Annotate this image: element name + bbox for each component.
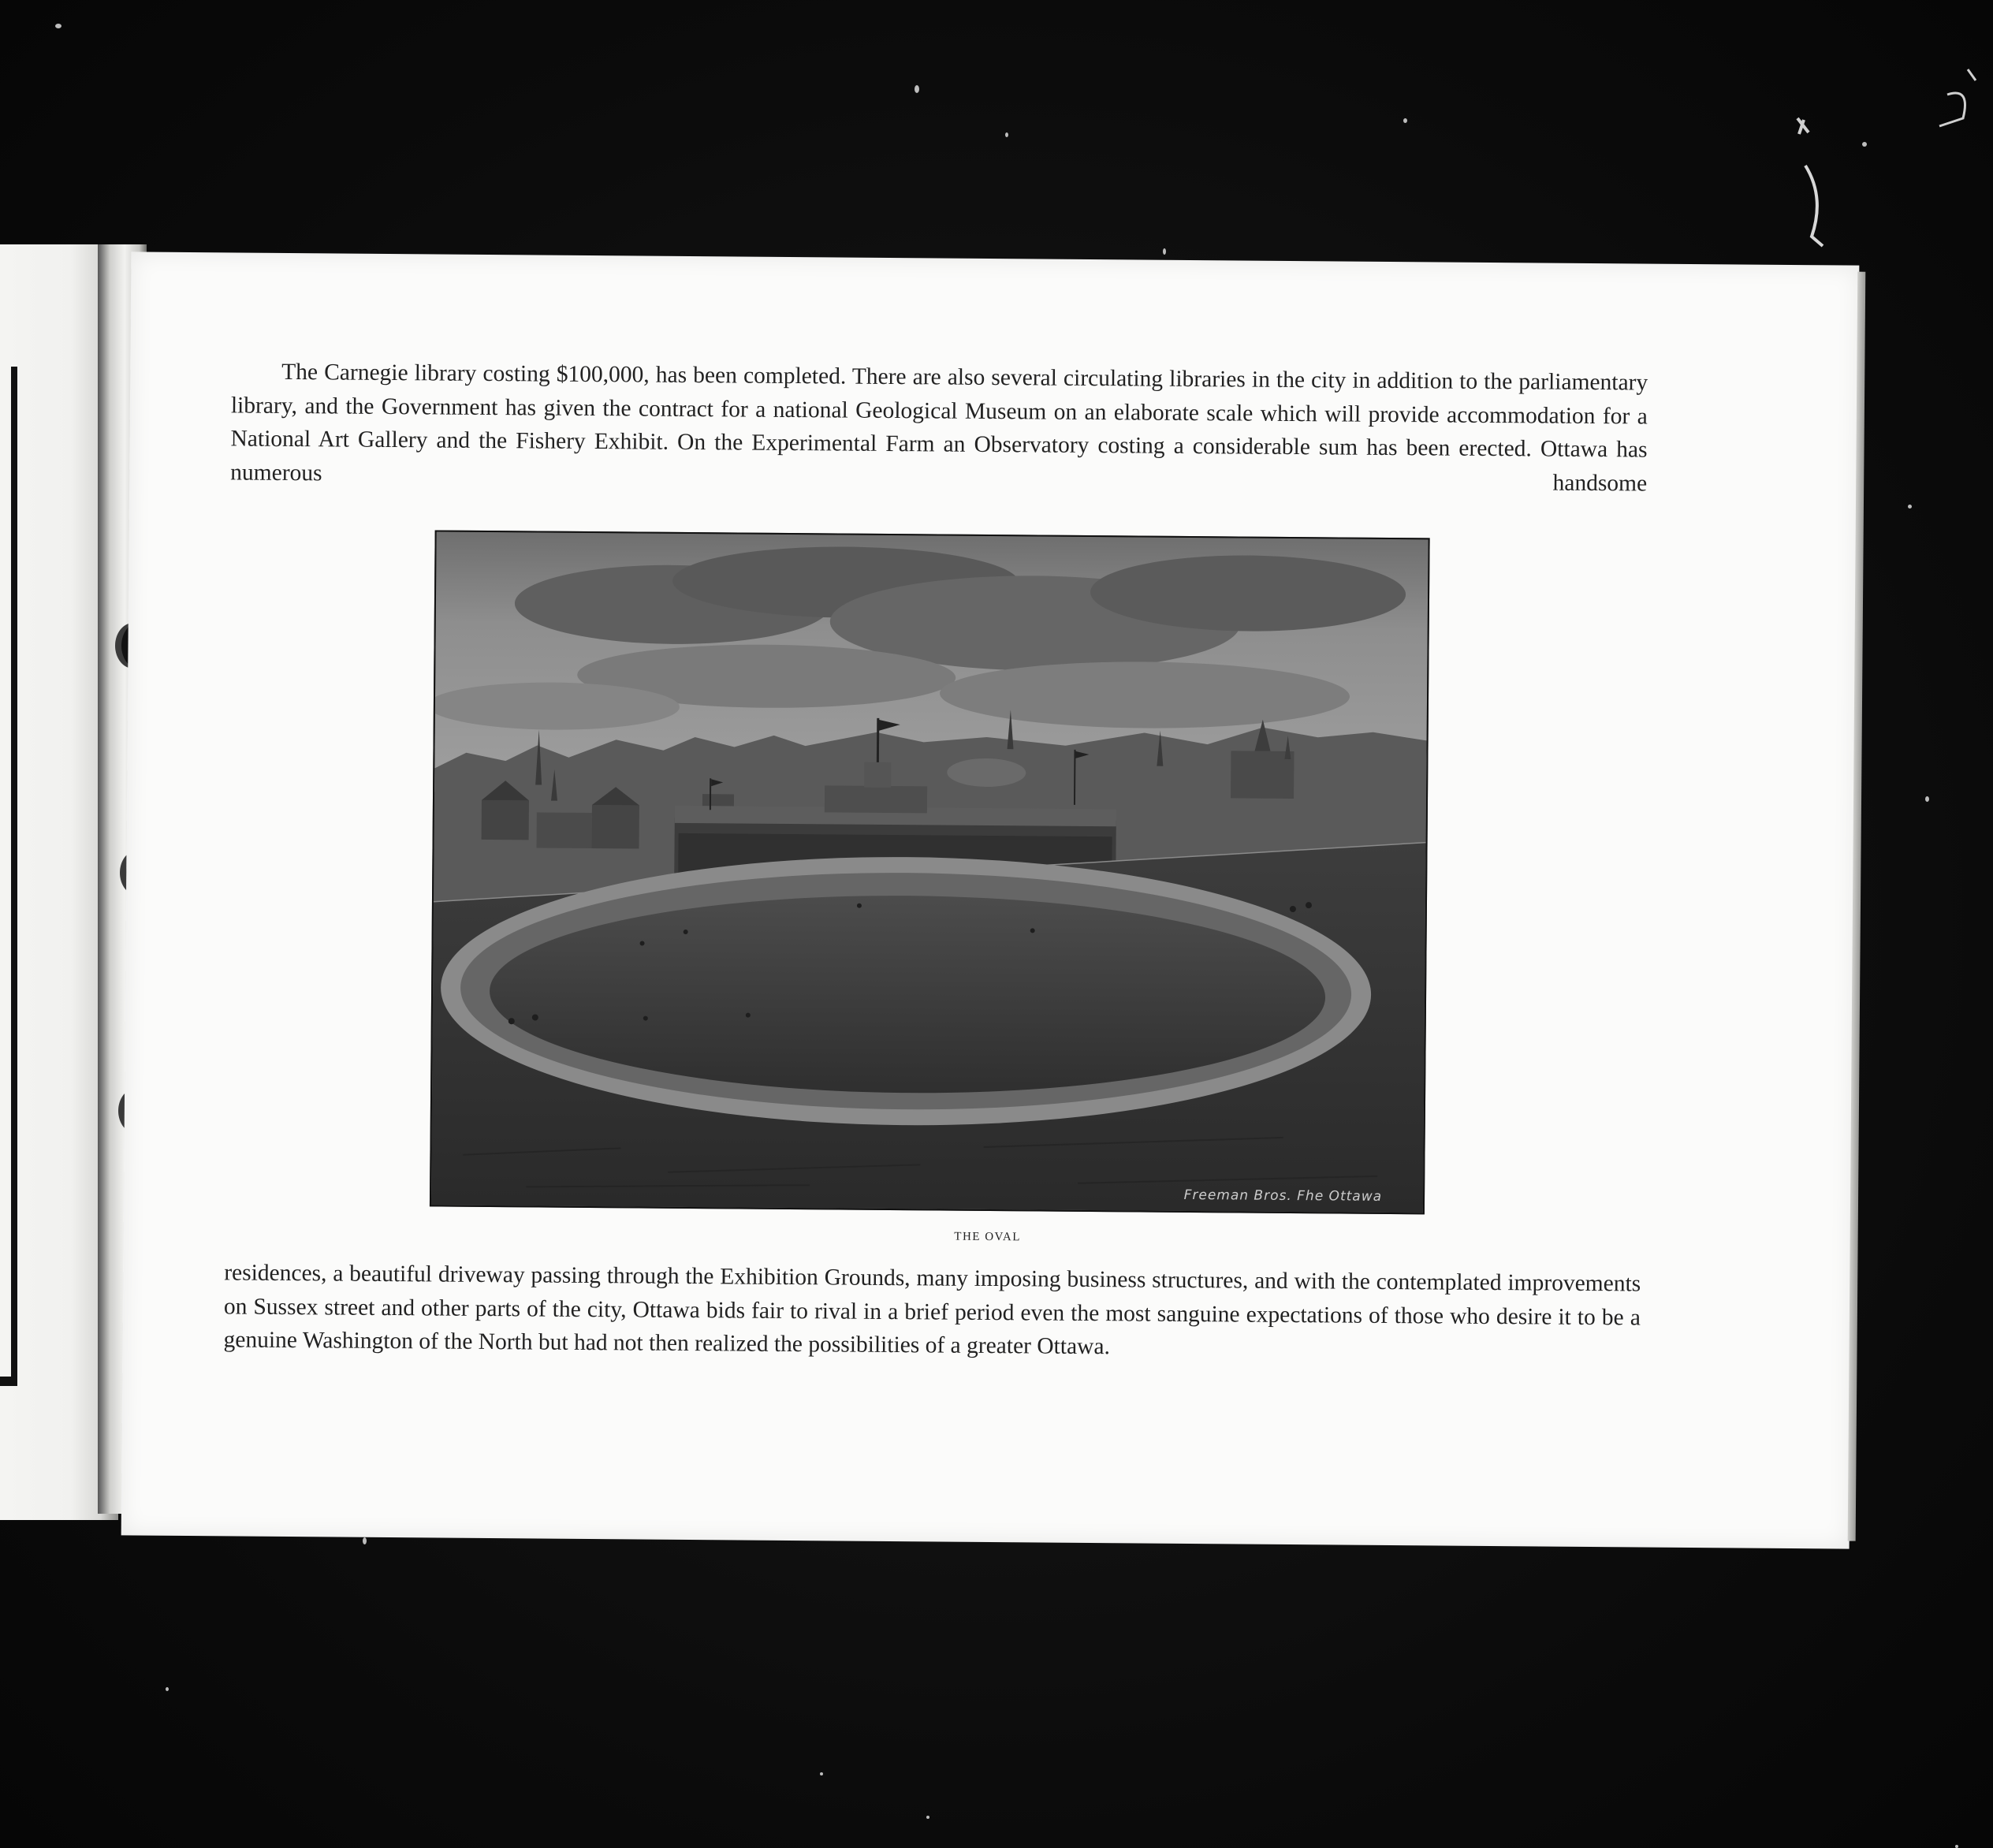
dust-speck: [1925, 796, 1929, 802]
figure-illustration: [430, 530, 1430, 1214]
dust-speck: [1163, 248, 1166, 255]
page-edge: [1848, 272, 1866, 1541]
dust-speck: [1403, 118, 1407, 123]
racetrack-engraving: [431, 531, 1429, 1213]
previous-page-border: [0, 367, 17, 1386]
dust-speck: [926, 1816, 929, 1819]
dust-speck: [1955, 1845, 1958, 1848]
dust-speck: [915, 85, 919, 93]
dust-speck: [1005, 132, 1008, 137]
dust-speck: [55, 24, 61, 28]
body-paragraph: The Carnegie library costing $100,000, has been completed. There are also several circulating libraries in the city in addition to the parliamentary library, and the Government has given the contract for a national Geological Museum on an elaborate scale which will provide accommodation for a National Art Gallery and the Fishery Exhibit. On the Experimental Farm an Observatory costing a considerable sum has been erected. Ottawa has numerous handsome: [230, 359, 1648, 497]
dust-speck: [166, 1687, 169, 1691]
book-page: [121, 251, 1860, 1548]
figure-caption: THE OVAL: [954, 1230, 1022, 1244]
artist-signature: Freeman Bros. Fhe Ottawa: [1183, 1187, 1383, 1205]
dust-speck: [1908, 505, 1912, 509]
film-scratches: [1782, 32, 1987, 268]
dust-speck: [820, 1772, 823, 1775]
dust-speck: [363, 1537, 367, 1544]
body-paragraph: residences, a beautiful driveway passing through the Exhibition Grounds, many imposing business structures, and with the contemplated improvements on Sussex street and other parts of the city, Ottawa bids fair to rival in a brief period even the most sanguine expectations of those who desire it to be a genuine Washington of the North but had not then realized the possibilities of a greater Ottawa.: [223, 1260, 1641, 1360]
